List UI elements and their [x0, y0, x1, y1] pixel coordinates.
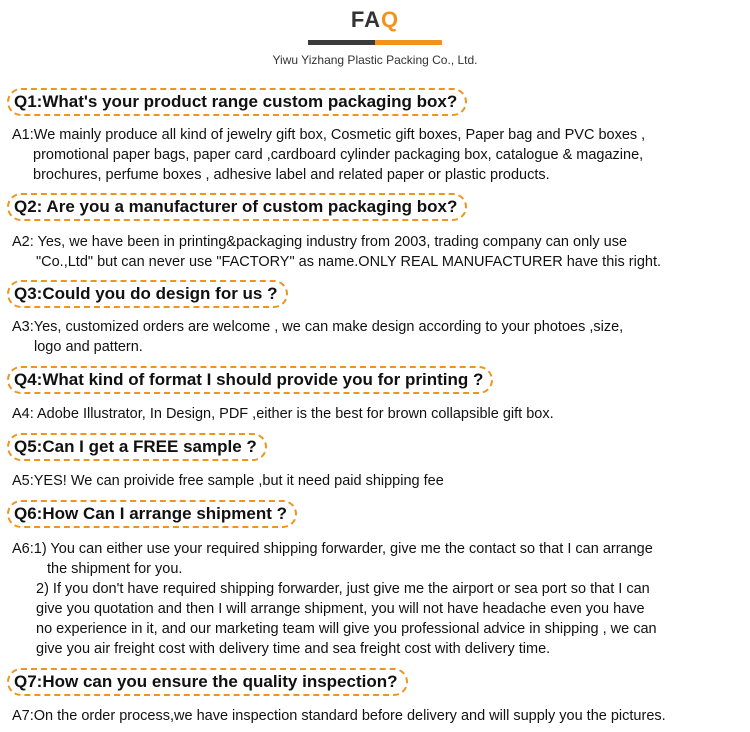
question-5: Q5:Can I get a FREE sample ?	[7, 433, 267, 461]
answer-5	[12, 471, 742, 491]
answer-6-line-6: give you air freight cost with delivery time and sea freight cost with delivery time.	[36, 641, 551, 657]
answer-6-line-3: 2) If you don't have required shipping forwarder, just give me the airport or sea port so that I can	[36, 581, 650, 597]
answer-5-line-1: A5:YES! We can proivide free sample ,but it need paid shipping fee	[12, 473, 444, 489]
answer-3-line-2: logo and pattern.	[34, 339, 143, 355]
question-6: Q6:How Can I arrange shipment ?	[7, 500, 297, 528]
question-3: Q3:Could you do design for us ?	[7, 280, 288, 308]
company-name: Yiwu Yizhang Plastic Packing Co., Ltd.	[272, 53, 478, 67]
faq-title	[0, 7, 750, 33]
answer-6-line-1: A6:1) You can either use your required shipping forwarder, give me the contact so that I can arrange	[12, 541, 653, 557]
answer-2	[12, 232, 742, 272]
title-underline-dark	[308, 40, 375, 45]
answer-1-line-1: A1:We mainly produce all kind of jewelry gift box, Cosmetic gift boxes, Paper bag and PVC boxes ,	[12, 127, 646, 143]
answer-1-line-3: brochures, perfume boxes , adhesive label and related paper or plastic products.	[33, 167, 550, 183]
question-1: Q1:What's your product range custom packaging box?	[7, 88, 467, 116]
answer-4	[12, 404, 742, 424]
question-2: Q2: Are you a manufacturer of custom packaging box?	[7, 193, 467, 221]
question-7: Q7:How can you ensure the quality inspection?	[7, 668, 408, 696]
title-underline-orange	[375, 40, 442, 45]
answer-3-line-1: A3:Yes, customized orders are welcome , we can make design according to your photoes ,size,	[12, 319, 624, 335]
answer-1	[12, 125, 742, 185]
answer-2-line-2: "Co.,Ltd" but can never use "FACTORY" as name.ONLY REAL MANUFACTURER have this right.	[36, 254, 662, 270]
answer-3	[12, 317, 742, 357]
faq-title-part1: FA	[350, 7, 381, 32]
answer-1-line-2: promotional paper bags, paper card ,cardboard cylinder packaging box, catalogue & magazine,	[33, 147, 644, 163]
answer-6	[12, 539, 742, 659]
answer-6-line-5: no experience in it, and our marketing team will give you professional advice in shipping , we can	[36, 621, 657, 637]
answer-7-line-1: A7:On the order process,we have inspection standard before delivery and will supply you the pictures.	[12, 708, 666, 724]
faq-title-part2: Q	[381, 7, 400, 32]
answer-4-line-1: A4: Adobe Illustrator, In Design, PDF ,either is the best for brown collapsible gift box.	[12, 406, 554, 422]
answer-6-line-2: the shipment for you.	[47, 561, 183, 577]
answer-6-line-4: give you quotation and then I will arrange shipment, you will not have headache even you have	[36, 601, 645, 617]
answer-2-line-1: A2: Yes, we have been in printing&packaging industry from 2003, trading company can only use	[12, 234, 628, 250]
faq-header	[0, 0, 750, 75]
answer-7	[12, 706, 742, 726]
question-4: Q4:What kind of format I should provide you for printing ?	[7, 366, 493, 394]
